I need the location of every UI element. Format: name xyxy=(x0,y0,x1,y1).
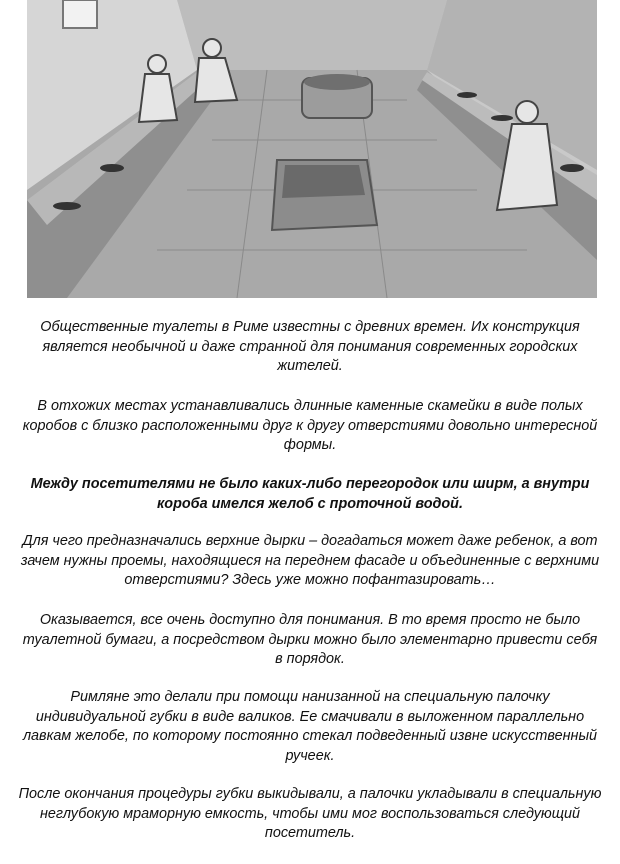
paragraph-after: После окончания процедуры губки выкидывали, а палочки укладывали в специальную неглубокую мраморную емкость, чтобы ими мог воспользоваться следующий посетитель. xyxy=(18,786,602,842)
paragraph-explanation: Оказывается, все очень доступно для понимания. В то время просто не было туалетной бумаги, а посредством дырки можно было элементарно привести себя в порядок. xyxy=(22,612,598,668)
paragraph-holes-question: Для чего предназначались верхние дырки – догадаться может даже ребенок, а вот зачем нужны проемы, находящиеся на переднем фасаде и объединенные с верхними отверстиями? Здесь уже можно пофантазировать… xyxy=(20,533,600,589)
paragraph-intro: Общественные туалеты в Риме известны с древних времен. Их конструкция является необычной и даже странной для понимания современных городских жителей. xyxy=(40,319,580,375)
paragraph-sponge: Римляне это делали при помощи нанизанной на специальную палочку индивидуальной губки в виде валиков. Ее смачивали в выложенном параллельно лавкам желобе, по которому постоянно стекал подведенный извне искусственный ручеек. xyxy=(22,689,598,764)
paragraph-benches: В отхожих местах устанавливались длинные каменные скамейки в виде полых коробов с близко расположенными друг к другу отверстиями довольно интересной формы. xyxy=(22,398,598,454)
paragraph-no-partitions: Между посетителями не было каких-либо перегородок или ширм, а внутри короба имелся желоб с проточной водой. xyxy=(30,476,590,512)
latrine-illustration xyxy=(27,0,597,298)
